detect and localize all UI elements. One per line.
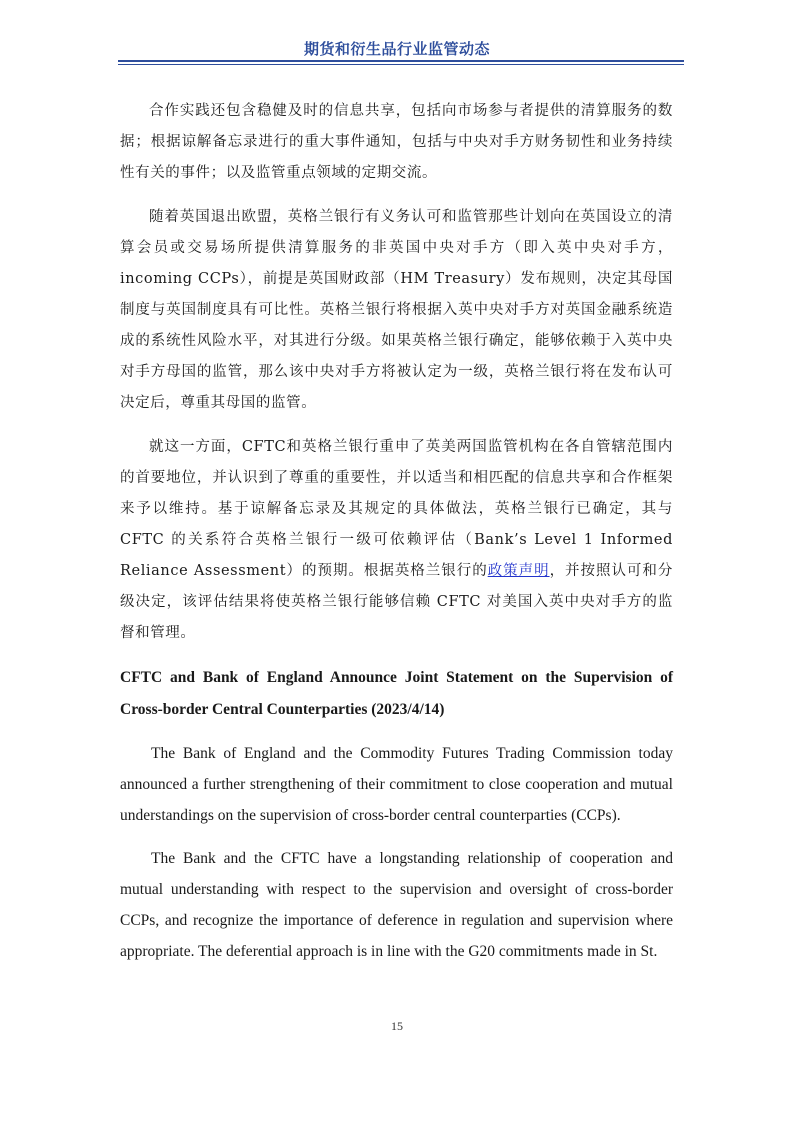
page-header-title: 期货和衍生品行业监管动态 — [303, 40, 490, 58]
paragraph-cn-3 — [120, 432, 673, 649]
paragraph-cn-2: 随着英国退出欧盟，英格兰银行有义务认可和监管那些计划向在英国设立的清算会员或交易场所提供清算服务的非英国中央对手方（即入英中央对手方，incoming CCPs），前提是英国财政部（HM Treasury）发布规则，决定其母国制度与英国制度具有可比性。英格兰银行将根据入英中央对手方对英国金融系统造成的系统性风险水平，对其进行分级。如果英格兰银行确定，能够依赖于入英中央对手方母国的监管，那么该中央对手方将被认定为一级，英格兰银行将在发布认可决定后，尊重其母国的监管。 — [120, 209, 673, 411]
english-section-heading: CFTC and Bank of England Announce Joint Statement on the Supervision of Cross-border Central Counterparties (2023/4/14) — [120, 669, 673, 718]
header-rule-thin — [118, 64, 684, 65]
policy-statement-link[interactable]: 政策声明 — [487, 563, 550, 579]
page-number: 15 — [391, 1019, 403, 1033]
paragraph-cn-3-text-start: 就这一方面，CFTC和英格兰银行重申了英美两国监管机构在各自管辖范围内的首要地位，并认识到了尊重的重要性，并以适当和相匹配的信息共享和合作框架来予以维持。基于谅解备忘录及其规定的具体做法，英格兰银行已确定，其与 CFTC 的关系符合英格兰银行一级可依赖评估（Bank’s Level 1 Informed Reliance Assessment）的预期。根据英格兰银行的 — [120, 439, 673, 579]
paragraph-cn-1: 合作实践还包含稳健及时的信息共享，包括向市场参与者提供的清算服务的数据；根据谅解备忘录进行的重大事件通知，包括与中央对手方财务韧性和业务持续性有关的事件；以及监管重点领域的定期交流。 — [120, 103, 673, 181]
paragraph-en-2: The Bank and the CFTC have a longstanding relationship of cooperation and mutual understanding with respect to the supervision and oversight of cross-border CCPs, and recognize the importance of deference in regulation and supervision where appropriate. The deferential approach is in line with the G20 commitments made in St. — [120, 850, 673, 960]
header-rule-thick — [118, 60, 684, 62]
paragraph-en-1: The Bank of England and the Commodity Futures Trading Commission today announced a further strengthening of their commitment to close cooperation and mutual understandings on the supervision of cross-border central counterparties (CCPs). — [120, 745, 673, 824]
document-body — [120, 96, 673, 979]
paragraph-cn-3-text-end: ，并按照认可和分级决定，该评估结果将使英格兰银行能够信赖 CFTC 对美国入英中央对手方的监督和管理。 — [120, 563, 673, 641]
